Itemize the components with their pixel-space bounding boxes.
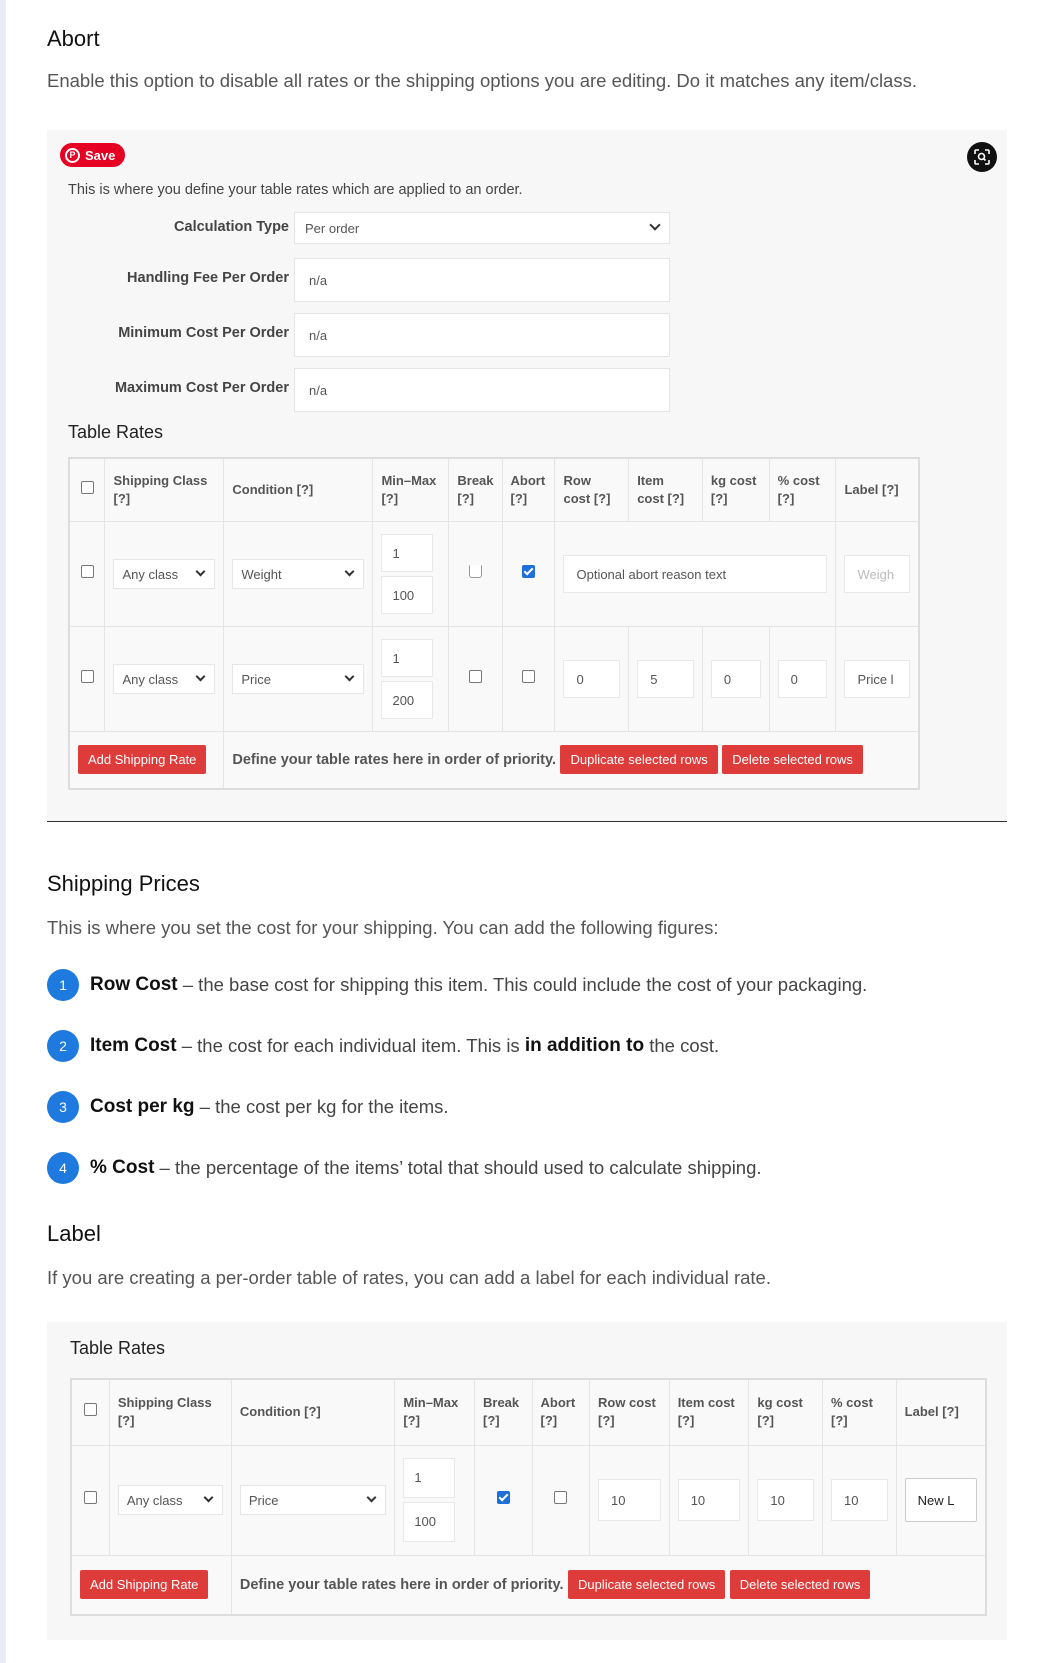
max-input[interactable]: 200: [381, 681, 433, 719]
abort-checkbox[interactable]: [522, 670, 535, 683]
header-row-cost: Row cost [?]: [555, 458, 629, 521]
add-shipping-rate-button[interactable]: Add Shipping Rate: [80, 1570, 208, 1599]
calculation-type-row: [47, 212, 687, 256]
header-min-max: Min–Max [?]: [373, 458, 449, 521]
condition-select[interactable]: Price: [240, 1485, 386, 1515]
header-abort: Abort [?]: [532, 1379, 590, 1445]
header-item-cost: Item cost [?]: [669, 1379, 749, 1445]
table-footer-row: [69, 731, 919, 789]
abort-description: Enable this option to disable all rates or the shipping options you are editing. Do it matches any item/class.: [47, 70, 917, 91]
abort-heading: Abort: [47, 26, 100, 51]
abort-checkbox[interactable]: [522, 565, 535, 578]
calculation-type-label: Calculation Type: [174, 219, 289, 235]
header-label: Label [?]: [896, 1379, 986, 1445]
abort-reason-input[interactable]: Optional abort reason text: [563, 555, 827, 593]
header-min-max: Min–Max [?]: [395, 1379, 475, 1445]
break-checkbox[interactable]: [497, 1491, 510, 1504]
list-item: 1 Row Cost – the base cost for shipping this item. This could include the cost of your packaging.: [47, 968, 867, 1002]
rates-table: [68, 457, 920, 790]
table-row: [71, 1445, 986, 1555]
break-checkbox[interactable]: [469, 565, 482, 578]
footer-help-text: Define your table rates here in order of priority.: [232, 752, 557, 769]
table-rates-title: Table Rates: [70, 1338, 166, 1358]
header-condition: Condition [?]: [231, 1379, 394, 1445]
header-shipping-class: Shipping Class [?]: [109, 1379, 231, 1445]
kg-cost-input[interactable]: 10: [757, 1479, 814, 1521]
condition-select[interactable]: Weight: [232, 559, 364, 589]
label-heading: Label: [47, 1221, 101, 1246]
footer-help-text: Define your table rates here in order of priority.: [239, 1577, 564, 1594]
shipping-class-select[interactable]: Any class: [118, 1485, 223, 1515]
shipping-class-select[interactable]: Any class: [113, 559, 215, 589]
handling-fee-row: [47, 258, 687, 302]
lens-icon: [973, 148, 991, 166]
number-badge: 4: [47, 1152, 79, 1184]
header-label: Label [?]: [836, 458, 919, 521]
header-kg-cost: kg cost [?]: [702, 458, 769, 521]
chevron-down-icon: [196, 566, 206, 576]
calculation-type-select[interactable]: Per order: [294, 212, 670, 244]
table-rates-title: Table Rates: [68, 422, 164, 442]
label-description: If you are creating a per-order table of rates, you can add a label for each individual rate.: [47, 1267, 771, 1288]
duplicate-rows-button[interactable]: Duplicate selected rows: [560, 745, 717, 774]
chevron-down-icon: [203, 1493, 213, 1503]
row-select-checkbox[interactable]: [84, 1491, 97, 1504]
row-cost-input[interactable]: 10: [598, 1479, 661, 1521]
handling-fee-label: Handling Fee Per Order: [127, 270, 289, 286]
label-input[interactable]: Weigh: [844, 555, 910, 593]
table-rates-intro: This is where you define your table rates which are applied to an order.: [68, 182, 523, 198]
table-rates-screenshot-2: [47, 1322, 1007, 1640]
page-left-rail: [0, 0, 6, 1663]
chevron-down-icon: [649, 219, 660, 230]
header-kg-cost: kg cost [?]: [749, 1379, 823, 1445]
header-abort: Abort [?]: [502, 458, 555, 521]
pinterest-icon: P: [65, 148, 80, 163]
row-cost-input[interactable]: 0: [563, 660, 620, 698]
number-badge: 2: [47, 1030, 79, 1062]
max-input[interactable]: 100: [403, 1502, 455, 1542]
number-badge: 1: [47, 969, 79, 1001]
header-break: Break [?]: [475, 1379, 533, 1445]
list-item: 4 % Cost – the percentage of the items’ total that should used to calculate shipping.: [47, 1151, 762, 1185]
maximum-cost-input[interactable]: n/a: [294, 368, 670, 412]
maximum-cost-label: Maximum Cost Per Order: [114, 380, 289, 396]
label-input[interactable]: Price l: [844, 660, 910, 698]
item-cost-input[interactable]: 5: [637, 660, 694, 698]
pinterest-save-button[interactable]: P Save: [60, 143, 125, 167]
delete-rows-button[interactable]: Delete selected rows: [722, 745, 863, 774]
header-pct-cost: % cost [?]: [823, 1379, 897, 1445]
chevron-down-icon: [345, 566, 355, 576]
number-badge: 3: [47, 1091, 79, 1123]
header-row-cost: Row cost [?]: [590, 1379, 670, 1445]
select-all-checkbox[interactable]: [84, 1403, 97, 1416]
delete-rows-button[interactable]: Delete selected rows: [730, 1570, 871, 1599]
chevron-down-icon: [196, 671, 206, 681]
min-input[interactable]: 1: [381, 534, 433, 572]
list-item: 3 Cost per kg – the cost per kg for the items.: [47, 1090, 449, 1124]
minimum-cost-row: [47, 313, 687, 357]
pct-cost-input[interactable]: 0: [778, 660, 828, 698]
chevron-down-icon: [345, 671, 355, 681]
visual-search-button[interactable]: [967, 142, 997, 172]
shipping-class-select[interactable]: Any class: [113, 664, 215, 694]
max-input[interactable]: 100: [381, 576, 433, 614]
min-input[interactable]: 1: [403, 1458, 455, 1498]
header-break: Break [?]: [449, 458, 502, 521]
handling-fee-input[interactable]: n/a: [294, 258, 670, 302]
table-row: [69, 626, 919, 731]
list-item: 2 Item Cost – the cost for each individual item. This is in addition to the cost.: [47, 1029, 719, 1063]
row-select-checkbox[interactable]: [81, 565, 94, 578]
label-input[interactable]: New L: [905, 1478, 977, 1522]
table-header-row: [71, 1379, 986, 1445]
pct-cost-input[interactable]: 10: [831, 1479, 888, 1521]
break-checkbox[interactable]: [469, 670, 482, 683]
item-cost-input[interactable]: 10: [678, 1479, 741, 1521]
header-item-cost: Item cost [?]: [629, 458, 703, 521]
duplicate-rows-button[interactable]: Duplicate selected rows: [568, 1570, 725, 1599]
minimum-cost-input[interactable]: n/a: [294, 313, 670, 357]
min-input[interactable]: 1: [381, 639, 433, 677]
select-all-checkbox[interactable]: [81, 481, 94, 494]
add-shipping-rate-button[interactable]: Add Shipping Rate: [78, 745, 206, 774]
condition-select[interactable]: Price: [232, 664, 364, 694]
header-shipping-class: Shipping Class [?]: [105, 458, 224, 521]
kg-cost-input[interactable]: 0: [711, 660, 761, 698]
header-pct-cost: % cost [?]: [769, 458, 836, 521]
chevron-down-icon: [367, 1493, 377, 1503]
table-rates-screenshot-1: [47, 130, 1007, 822]
shipping-prices-heading: Shipping Prices: [47, 871, 200, 896]
table-row: [69, 521, 919, 626]
shipping-prices-description: This is where you set the cost for your shipping. You can add the following figures:: [47, 917, 719, 938]
minimum-cost-label: Minimum Cost Per Order: [118, 325, 289, 341]
header-condition: Condition [?]: [224, 458, 373, 521]
row-select-checkbox[interactable]: [81, 670, 94, 683]
abort-checkbox[interactable]: [554, 1491, 567, 1504]
rates-table: [70, 1378, 987, 1616]
maximum-cost-row: [47, 368, 687, 412]
table-footer-row: [71, 1555, 986, 1615]
table-header-row: [69, 458, 919, 521]
